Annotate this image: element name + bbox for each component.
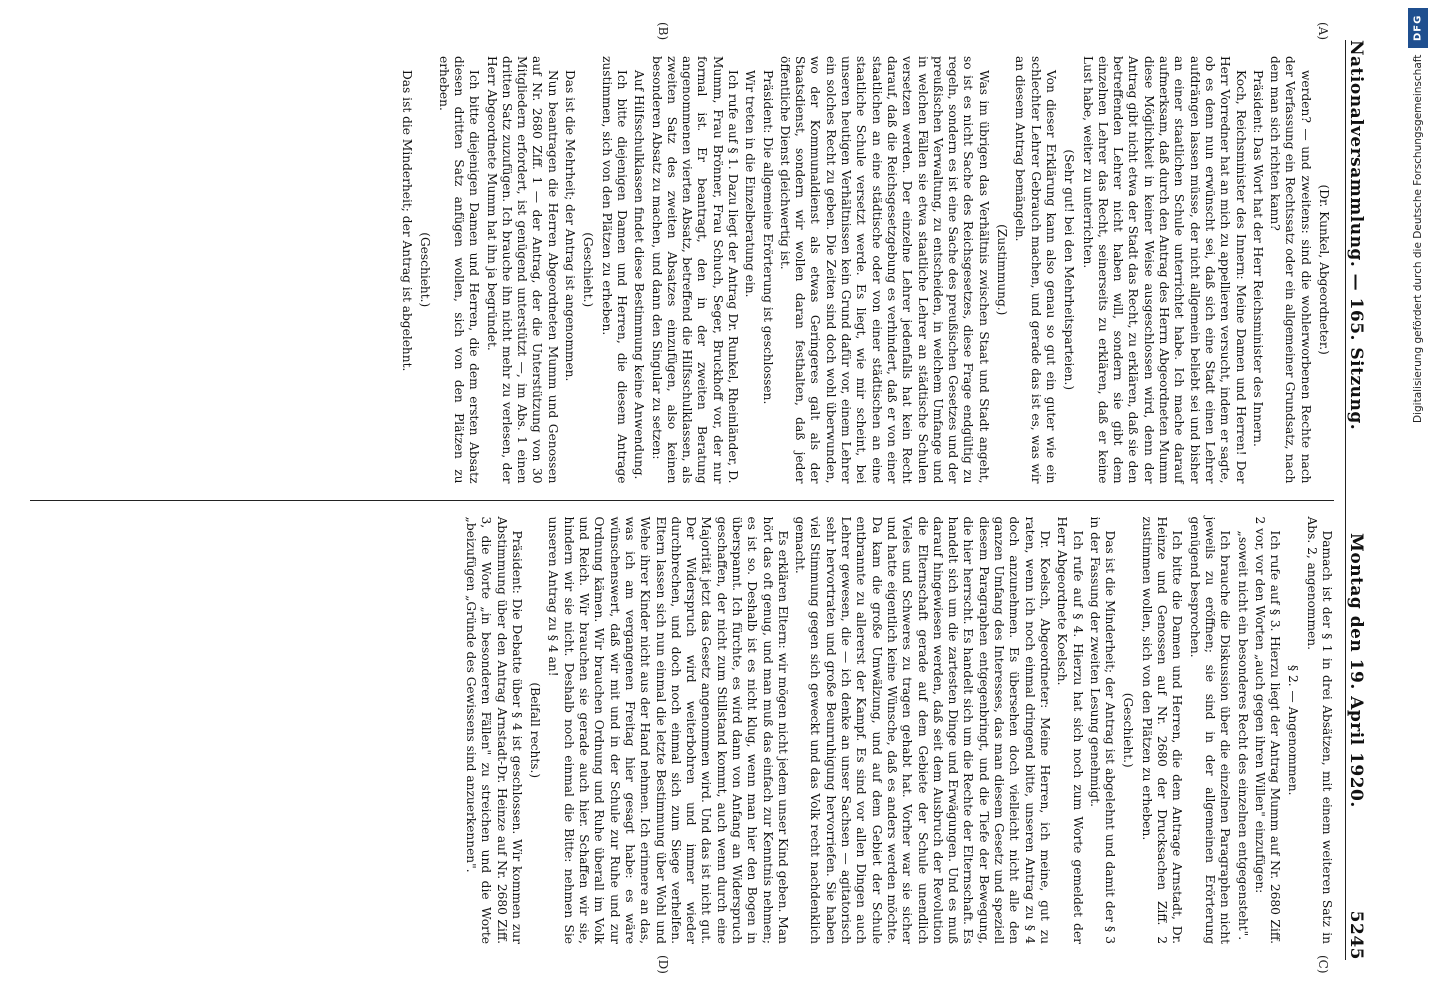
margin-marker-b: (B)	[656, 22, 670, 41]
paragraph: (Geschieht.)	[581, 232, 596, 308]
paragraph: Das ist die Minderheit; der Antrag ist abgelehnt.	[400, 70, 415, 372]
paragraph: (Beifall rechts.)	[528, 682, 543, 779]
paragraph: Ich rufe auf § 3. Hierzu liegt der Antrag Mumm auf Nr. 2680 Ziff. 2 vor, vor den Worten „auch gegen ihren Willen" einzufügen:	[1252, 516, 1283, 944]
paragraph: Auf Hilfsschulklassen findet diese Bestimmung keine Anwendung.	[632, 70, 647, 480]
paragraph: Das ist die Minderheit; der Antrag ist abgelehnt und damit der § 3 in der Fassung der zweiten Lesung genehmigt.	[1087, 516, 1118, 944]
dfg-logo-icon: DFG	[1408, 8, 1428, 48]
paragraph: Das ist die Mehrheit; der Antrag ist angenommen.	[563, 70, 578, 382]
right-column	[30, 500, 1334, 961]
paragraph: Koch, Reichsminister des Innern: Meine Damen und Herren! Der Herr Vorredner hat an mich zu appellieren versucht, indem er sagte, ob es denn nun erwünscht sei, daß sich eine Stadt einen Lehrer aufdrängen lassen müsse, der nicht allgemein beliebt sei und bisher an einer staatlichen Schule unterrichtet habe. Ich mache darauf aufmerksam, daß durch den Antrag des Herrn Abgeordneten Mumm diese Möglichkeit in keiner Weise ausgeschlossen wird, denn der Antrag gibt nicht etwa der Stadt das Recht, zu erklären, daß sie den betreffenden Lehrer nicht haben will, sondern sie gibt dem einzelnen Lehrer das Recht, seinerseits zu erklären, daß er keine Lust habe, weiter zu unterrichten.	[1080, 56, 1248, 484]
paragraph: Präsident: Die allgemeine Erörterung ist geschlossen.	[760, 70, 775, 405]
header-title: Nationalversammlung. — 165. Sitzung.	[1346, 40, 1366, 431]
paragraph: Ich brauche die Diskussion über die einzelnen Paragraphen nicht jeweils zu eröffnen; sie sind in der allgemeinen Erörterung genügend besprochen.	[1187, 516, 1233, 944]
margin-marker-c: (C)	[1316, 955, 1330, 974]
text-columns	[30, 40, 1334, 960]
page-number: 5245	[1346, 910, 1366, 960]
paragraph: Ich bitte diejenigen Damen und Herren, die dem ersten Absatz diesen dritten Satz anfügen wollen, sich von den Plätzen zu erheben.	[436, 56, 482, 484]
paragraph: Präsident: Das Wort hat der Herr Reichsminister des Innern.	[1250, 70, 1265, 447]
header-date: Montag den 19. April 1920.	[1346, 533, 1366, 808]
paragraph: Ich rufe auf § 1. Dazu liegt der Antrag Dr. Runkel, Rheinländer, D. Mumm, Frau Brönner, Frau Schuch, Seger, Bruckhoff vor, der nur formal ist. Er beantragt, den in der zweiten Beratung angenommenen vierten Absatz, betreffend die Hilfsschulklassen, als zweiten Satz des zweiten Absatzes einzufügen, also keinen besonderen Absatz zu machen, und dann den Singular zu setzen:	[649, 56, 741, 484]
paragraph: Wir treten in die Einzelberatung ein.	[743, 70, 758, 298]
paragraph: (Sehr gut! bei den Mehrheitsparteien.)	[1062, 149, 1077, 391]
digitization-credit: Digitalisierung gefördert durch die Deutsche Forschungsgemeinschaft	[1412, 55, 1424, 424]
paragraph: (Zustimmung.)	[995, 224, 1010, 316]
paragraph: werden? — und zweitens: sind die wohlerworbenen Rechte nach der Verfassung ein Rechtssatz oder ein allgemeiner Grundsatz, nach dem man sich richten kann?	[1268, 56, 1313, 484]
paragraph: Was im übrigen das Verhältnis zwischen Staat und Stadt angeht, so ist es nicht Sache des Reichsgesetzes, diese Frage endgültig zu regeln, sondern es ist eine Sache des preußischen Gesetzes und der preußischen Verwaltung, zu entscheiden, in welchem Umfange und in welchen Fällen sie etwa staatliche Lehrer an städtische Schulen versetzen werden. Der einzelne Lehrer jedenfalls hat kein Recht darauf, daß die Reichsgesetzgebung es verhindert, daß er von einer staatlichen an eine städtische oder von einer städtischen an eine staatliche Schule versetzt werde. Es liegt, wie mir scheint, bei unseren heutigen Verhältnissen kein Grund dafür vor, einem Lehrer ein solches Recht zu geben. Die Zeiten sind doch wohl überwunden, wo der Kommunaldienst als etwas Geringeres galt als der Staatsdienst, sondern wir wollen daran festhalten, daß jeder öffentliche Dienst gleichwertig ist.	[777, 56, 991, 484]
paragraph: (Geschieht.)	[1121, 692, 1136, 768]
paragraph: Dr. Koelsch, Abgeordneter: Meine Herren, ich meine, gut zu raten, wenn ich noch einmal dringend bitte, unseren Antrag zu § 4 doch anzunehmen. Es übersehen doch vielleicht nicht alle den ganzen Umfang des Interesses, das man diesem Gesetz und speziell diesem Paragraphen entgegenbringt, und die Tiefe der Bewegung, die hier herrscht. Es handelt sich um die Rechte der Elternschaft. Es handelt sich um die zartesten Dinge und Erwägungen. Und es muß darauf hingewiesen werden, daß seit dem Ausbruch der Revolution die Elternschaft gerade auf dem Gebiete der Schule unendlich Vieles und Schweres zu tragen gehabt hat. Vorher war sie sicher und hatte eigentlich keine Wünsche, daß es anders werden möchte. Da kam die große Umwälzung, und auf dem Gebiet der Schule entbrannte zu allererst der Kampf. Es sind vor allen Dingen auch Lehrer gewesen, die — ich denke an unser Sachsen — agitatorisch sehr hervortraten und große Beunruhigung hervorriefen. Sie haben viel Stimmung gegen sich geweckt und das Volk recht nachdenklich gemacht.	[793, 516, 1052, 944]
paragraph: Damach ist der § 1 in drei Absätzen, mit einem weiteren Satz in Abs. 2, angenommen.	[1304, 516, 1334, 944]
margin-marker-d: (D)	[656, 955, 670, 974]
paragraph: Präsident: Die Debatte über § 4 ist geschlossen. Wir kommen zur Abstimmung über den Antrag Arnstadt-Dr. Heinze auf Nr. 2680 Ziff. 3, die Worte „in besonderen Fällen" zu streichen und die Worte „beizufügen „Gründe des Gewissens sind anzuerkennen".	[463, 516, 524, 944]
paragraph: Ich bitte die Damen und Herren, die dem Antrage Arnstadt, Dr. Heinze und Genossen auf Nr. 2680 der Drucksachen Ziff. 2 zustimmen wollen, sich von den Plätzen zu erheben.	[1139, 516, 1185, 944]
paragraph: (Dr. Kunkel, Abgeordneter.)	[1317, 184, 1331, 355]
paragraph: Ich rufe auf § 4. Hierzu hat sich noch zum Worte gemeldet der Herr Abgeordnete Koelsch.	[1055, 516, 1085, 944]
paragraph: „soweit nicht ein besonderes Recht des einzelnen entgegensteht".	[1235, 530, 1250, 941]
paragraph: Es erklären Eltern: wir mögen nicht jedem unser Kind geben. Man hört das oft genug, und man muß das einfach zur Kenntnis nehmen; es ist so. Deshalb ist es nicht klug, wenn man hier den Bogen in überspannt. Ich fürchte, es wird dann von Anfang an Widerspruch geschaffen, der nicht zum Stillstand kommt, auch wenn durch eine Majorität jetzt das Gesetz angenommen wird. Und das ist nicht gut. Der Widerspruch wird weiterbohren und immer wieder durchbrechen, und doch noch einmal sich zum Siege verhelfen. Eltern lassen sich nun einmal die letzte Bestimmung über Wohl und Wehe ihrer Kinder nicht aus der Hand nehmen. Ich erinnere an das, was ich am vergangenen Freitag hier gesagt habe: es wäre wünschenswert, daß wir mit und in der Schule zur Ruhe und zur Ordnung kämen. Wir brauchen Ordnung und Ruhe überall im Volk und Reich. Wir brauchen sie gerade auch hier. Schaffen wir sie, hindern wir sie nicht. Deshalb noch einmal die Bitte: nehmen Sie unseren Antrag zu § 4 an!	[546, 516, 790, 944]
paragraph: Von dieser Erklärung kann also genau so gut ein guter wie ein schlechter Lehrer Gebrauch machen, und gerade das ist es, was wir an diesem Antrag bemängeln.	[1013, 56, 1058, 484]
left-column	[30, 40, 1334, 500]
running-head	[1345, 40, 1372, 960]
paragraph: § 2. — Angenommen.	[1286, 665, 1301, 796]
paragraph: Nun beantragen die Herren Abgeordneten Mumm und Genossen auf Nr. 2680 Ziff. 1 — der Antrag, der die Unterstützung von 30 Mitgliedern erfordert, ist genügend unterstützt —, im Abs. 1 einen dritten Satz zuzufügen. Ich brauche ihn nicht mehr zu verlesen, der Herr Abgeordnete Mumm hat ihn ja begründet.	[484, 56, 560, 484]
paragraph: (Geschieht.)	[418, 232, 433, 308]
margin-marker-a: (A)	[1316, 22, 1330, 41]
paragraph: Ich bitte diejenigen Damen und Herren, die diesem Antrage zustimmen, sich von den Plätzen zu erheben.	[599, 56, 629, 484]
